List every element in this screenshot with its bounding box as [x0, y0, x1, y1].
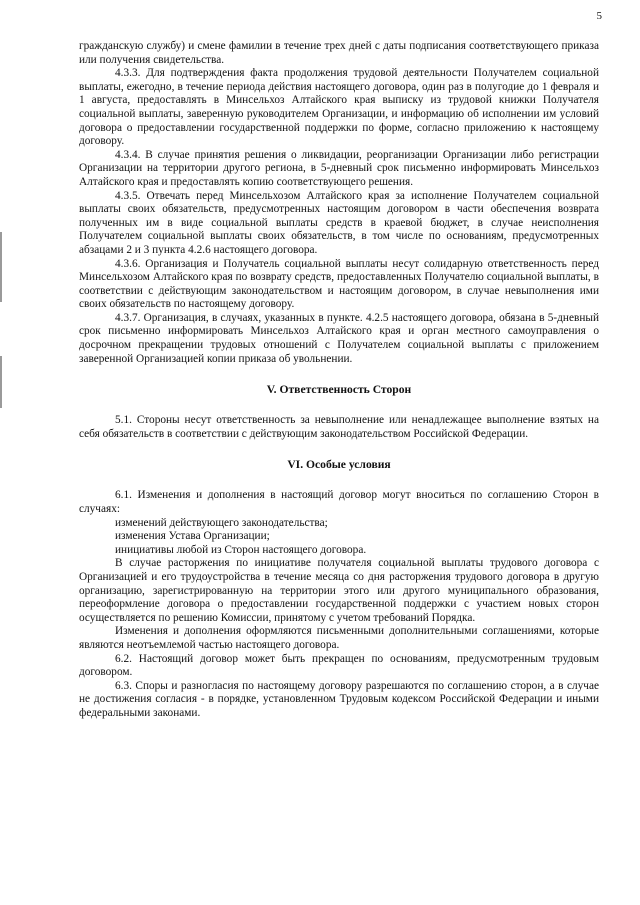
list-item: изменения Устава Организации;: [115, 530, 270, 543]
paragraph-4-3-6: 4.3.6. Организация и Получатель социальной выплаты несут солидарную ответственность перед Минсельхозом Алтайского края по возврату средств, предоставленных Получателю социальной выплаты, в соответствии с действующим законодательством и настоящим договором, в случае невыполнения ими своих обязательств по настоящему договору.: [79, 257, 599, 311]
paragraph-4-3-4: 4.3.4. В случае принятия решения о ликвидации, реорганизации Организации либо регистрации Организации на территории другого региона, в 5-дневный срок письменно информировать Минсельхоз Алтайского края и предоставлять копию соответствующего решения.: [79, 148, 599, 188]
list-item: изменений действующего законодательства;: [115, 516, 328, 529]
paragraph-4-3-3: 4.3.3. Для подтверждения факта продолжения трудовой деятельности Получателем социальной выплаты, ежегодно, в течение периода действия настоящего договора, один раз в полугодие до 1 февраля и 1 августа, предоставлять в Минсельхоз Алтайского края выписку из трудовой книжки Получателя социальной выплаты, заверенную руководителем Организации, и информацию об исполнении им условий договора о предоставлении государственной поддержки по форме, согласно приложению к настоящему договору.: [79, 67, 599, 148]
paragraph-5-1: 5.1. Стороны несут ответственность за невыполнение или ненадлежащее выполнение взятых на себя обязательств в соответствии с действующим законодательством Российской Федерации.: [79, 414, 599, 440]
paragraph-6-1: 6.1. Изменения и дополнения в настоящий договор могут вноситься по соглашению Сторон в случаях:: [79, 489, 599, 516]
list-item: инициативы любой из Сторон настоящего договора.: [115, 543, 367, 556]
paragraph-continuation: гражданскую службу) и смене фамилии в течение трех дней с даты подписания соответствующего приказа или получения свидетельства.: [79, 40, 599, 66]
paragraph-6-1-dismissal: В случае расторжения по инициативе получателя социальной выплаты трудового договора с Организацией и его трудоустройства в течение месяца со дня расторжения трудового договора в другую организацию, зарегистрированную на территории этого или другого муниципального образования, переоформление договора о предоставлении государственной поддержки с участием новых сторон осуществляется по решению Комиссии, принятому с учетом требований Порядка.: [79, 557, 599, 624]
paragraph-6-1-changes: Изменения и дополнения оформляются письменными дополнительными соглашениями, которые являются неотъемлемой частью настоящего договора.: [79, 625, 599, 651]
scan-edge-mark: [0, 356, 2, 408]
document-body: [79, 40, 599, 721]
page-number: 5: [596, 10, 602, 22]
paragraph-6-3: 6.3. Споры и разногласия по настоящему договору разрешаются по соглашению сторон, а в случае не достижения согласия - в порядке, установленном Трудовым кодексом Российской Федерации и иными федеральными законами.: [79, 679, 599, 719]
paragraph-6-2: 6.2. Настоящий договор может быть прекращен по основаниям, предусмотренным трудовым договором.: [79, 652, 599, 679]
paragraph-4-3-7: 4.3.7. Организация, в случаях, указанных в пункте. 4.2.5 настоящего договора, обязана в 5-дневный срок письменно информировать Минсельхоз Алтайского края и орган местного самоуправления о досрочном прекращении трудовых отношений с Получателем социальной выплаты с приложением заверенной Организацией копии приказа об увольнении.: [79, 311, 599, 365]
scan-edge-mark: [0, 232, 2, 302]
section-5-title: V. Ответственность Сторон: [266, 383, 412, 397]
paragraph-4-3-5: 4.3.5. Отвечать перед Минсельхозом Алтайского края за исполнение Получателем социальной выплаты своих обязательств, предусмотренных настоящим договором в части обеспечения возврата полученных им в виде социальной выплаты средств в краевой бюджет, в случае неисполнения Получателем социальной выплаты своих обязательств, в том числе по основаниям, предусмотренных абзацами 2 и 3 пункта 4.2.6 настоящего договора.: [79, 189, 599, 256]
section-6-title: VI. Особые условия: [287, 458, 391, 472]
